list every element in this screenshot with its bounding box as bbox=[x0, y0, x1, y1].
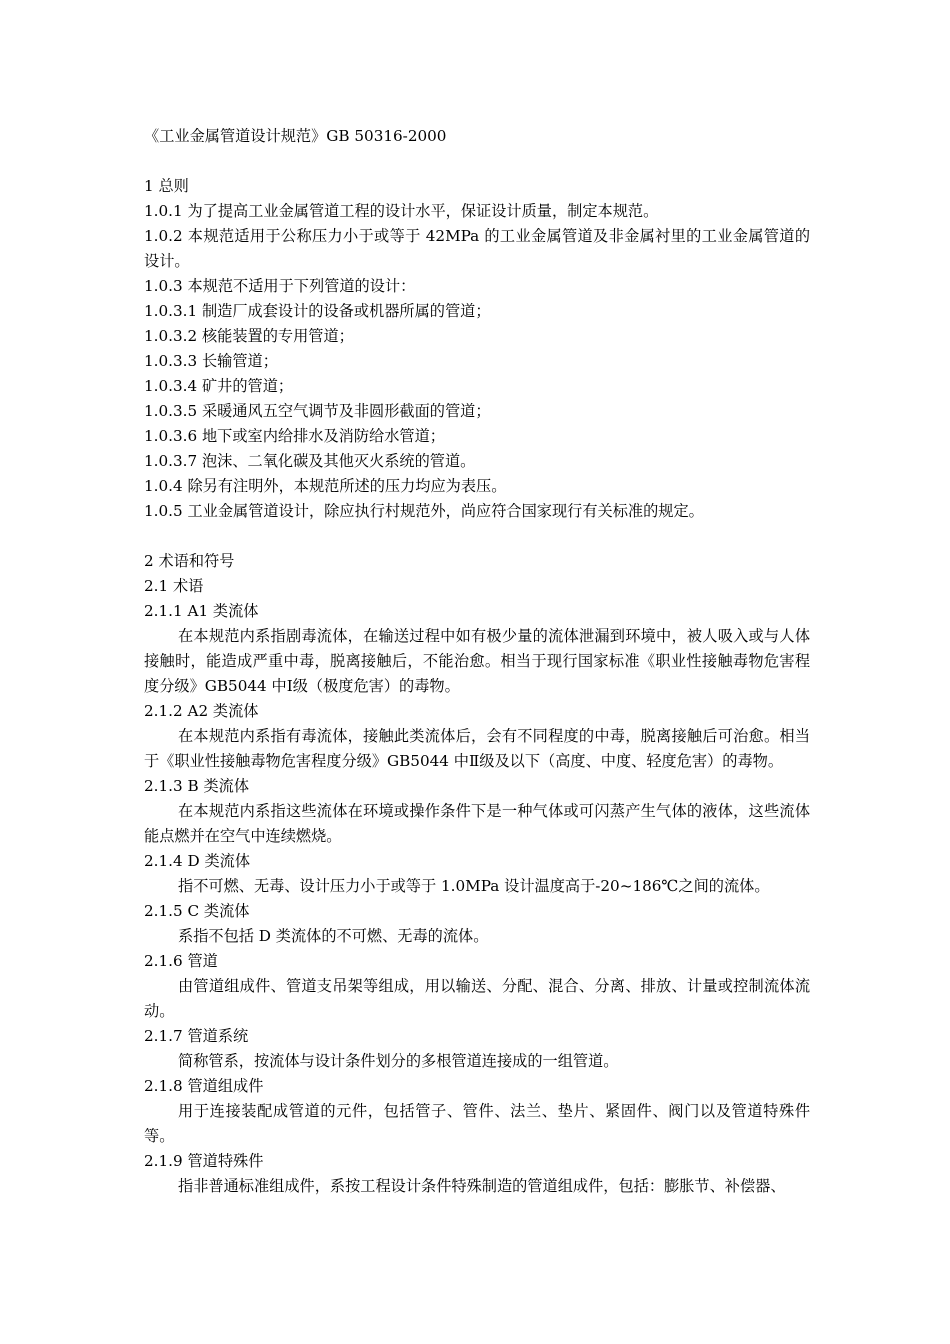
clause-1-0-1: 1.0.1 为了提高工业金属管道工程的设计水平，保证设计质量，制定本规范。 bbox=[144, 202, 659, 220]
clause-1-0-3-1: 1.0.3.1 制造厂成套设计的设备或机器所属的管道； bbox=[144, 302, 491, 320]
chapter-1-heading: 1 总则 bbox=[144, 177, 189, 195]
term-2-1-7-definition: 简称管系，按流体与设计条件划分的多根管道连接成的一组管道。 bbox=[178, 1052, 619, 1070]
term-2-1-1: 2.1.1 A1 类流体 bbox=[144, 602, 259, 620]
clause-1-0-3-6: 1.0.3.6 地下或室内给排水及消防给水管道； bbox=[144, 427, 445, 445]
clause-1-0-3-3: 1.0.3.3 长输管道； bbox=[144, 352, 278, 370]
term-2-1-4: 2.1.4 D 类流体 bbox=[144, 852, 251, 870]
document-title: 《工业金属管道设计规范》GB 50316-2000 bbox=[144, 127, 447, 145]
term-2-1-5-definition: 系指不包括 D 类流体的不可燃、无毒的流体。 bbox=[178, 927, 489, 945]
term-2-1-7: 2.1.7 管道系统 bbox=[144, 1027, 249, 1045]
clause-1-0-3: 1.0.3 本规范不适用于下列管道的设计： bbox=[144, 277, 416, 295]
clause-1-0-5: 1.0.5 工业金属管道设计，除应执行村规范外，尚应符合国家现行有关标准的规定。 bbox=[144, 502, 704, 520]
clause-1-0-3-7: 1.0.3.7 泡沫、二氧化碳及其他灭火系统的管道。 bbox=[144, 452, 476, 470]
term-2-1-1-definition: 在本规范内系指剧毒流体，在输送过程中如有极少量的流体泄漏到环境中，被人吸入或与人体接触时，能造成严重中毒，脱离接触后，不能治愈。相当于现行国家标准《职业性接触毒物危害程度分级》GB5044 中Ⅰ级（极度危害）的毒物。 bbox=[144, 627, 810, 695]
term-2-1-9: 2.1.9 管道特殊件 bbox=[144, 1152, 264, 1170]
term-2-1-5: 2.1.5 C 类流体 bbox=[144, 902, 250, 920]
term-2-1-6: 2.1.6 管道 bbox=[144, 952, 218, 970]
document-page bbox=[144, 124, 810, 1199]
clause-1-0-3-2: 1.0.3.2 核能装置的专用管道； bbox=[144, 327, 354, 345]
spacer bbox=[144, 524, 810, 549]
term-2-1-8-definition: 用于连接装配成管道的元件，包括管子、管件、法兰、垫片、紧固件、阀门以及管道特殊件等。 bbox=[144, 1102, 810, 1145]
chapter-2-heading: 2 术语和符号 bbox=[144, 552, 235, 570]
clause-1-0-3-5: 1.0.3.5 采暖通风五空气调节及非圆形截面的管道； bbox=[144, 402, 491, 420]
term-2-1-2-definition: 在本规范内系指有毒流体，接触此类流体后，会有不同程度的中毒，脱离接触后可治愈。相当于《职业性接触毒物危害程度分级》GB5044 中Ⅱ级及以下（高度、中度、轻度危害）的毒物。 bbox=[144, 727, 810, 770]
section-2-1-heading: 2.1 术语 bbox=[144, 577, 204, 595]
clause-1-0-2: 1.0.2 本规范适用于公称压力小于或等于 42MPa 的工业金属管道及非金属衬里的工业金属管道的设计。 bbox=[144, 227, 810, 270]
term-2-1-3-definition: 在本规范内系指这些流体在环境或操作条件下是一种气体或可闪蒸产生气体的液体，这些流体能点燃并在空气中连续燃烧。 bbox=[144, 802, 810, 845]
clause-1-0-4: 1.0.4 除另有注明外，本规范所述的压力均应为表压。 bbox=[144, 477, 507, 495]
term-2-1-2: 2.1.2 A2 类流体 bbox=[144, 702, 259, 720]
term-2-1-4-definition: 指不可燃、无毒、设计压力小于或等于 1.0MPa 设计温度高于-20~186℃之间的流体。 bbox=[178, 877, 770, 895]
term-2-1-8: 2.1.8 管道组成件 bbox=[144, 1077, 264, 1095]
clause-1-0-3-4: 1.0.3.4 矿井的管道； bbox=[144, 377, 294, 395]
term-2-1-9-definition: 指非普通标准组成件，系按工程设计条件特殊制造的管道组成件，包括：膨胀节、补偿器、 bbox=[178, 1177, 786, 1195]
spacer bbox=[144, 149, 810, 174]
term-2-1-3: 2.1.3 B 类流体 bbox=[144, 777, 250, 795]
term-2-1-6-definition: 由管道组成件、管道支吊架等组成，用以输送、分配、混合、分离、排放、计量或控制流体流动。 bbox=[144, 977, 810, 1020]
